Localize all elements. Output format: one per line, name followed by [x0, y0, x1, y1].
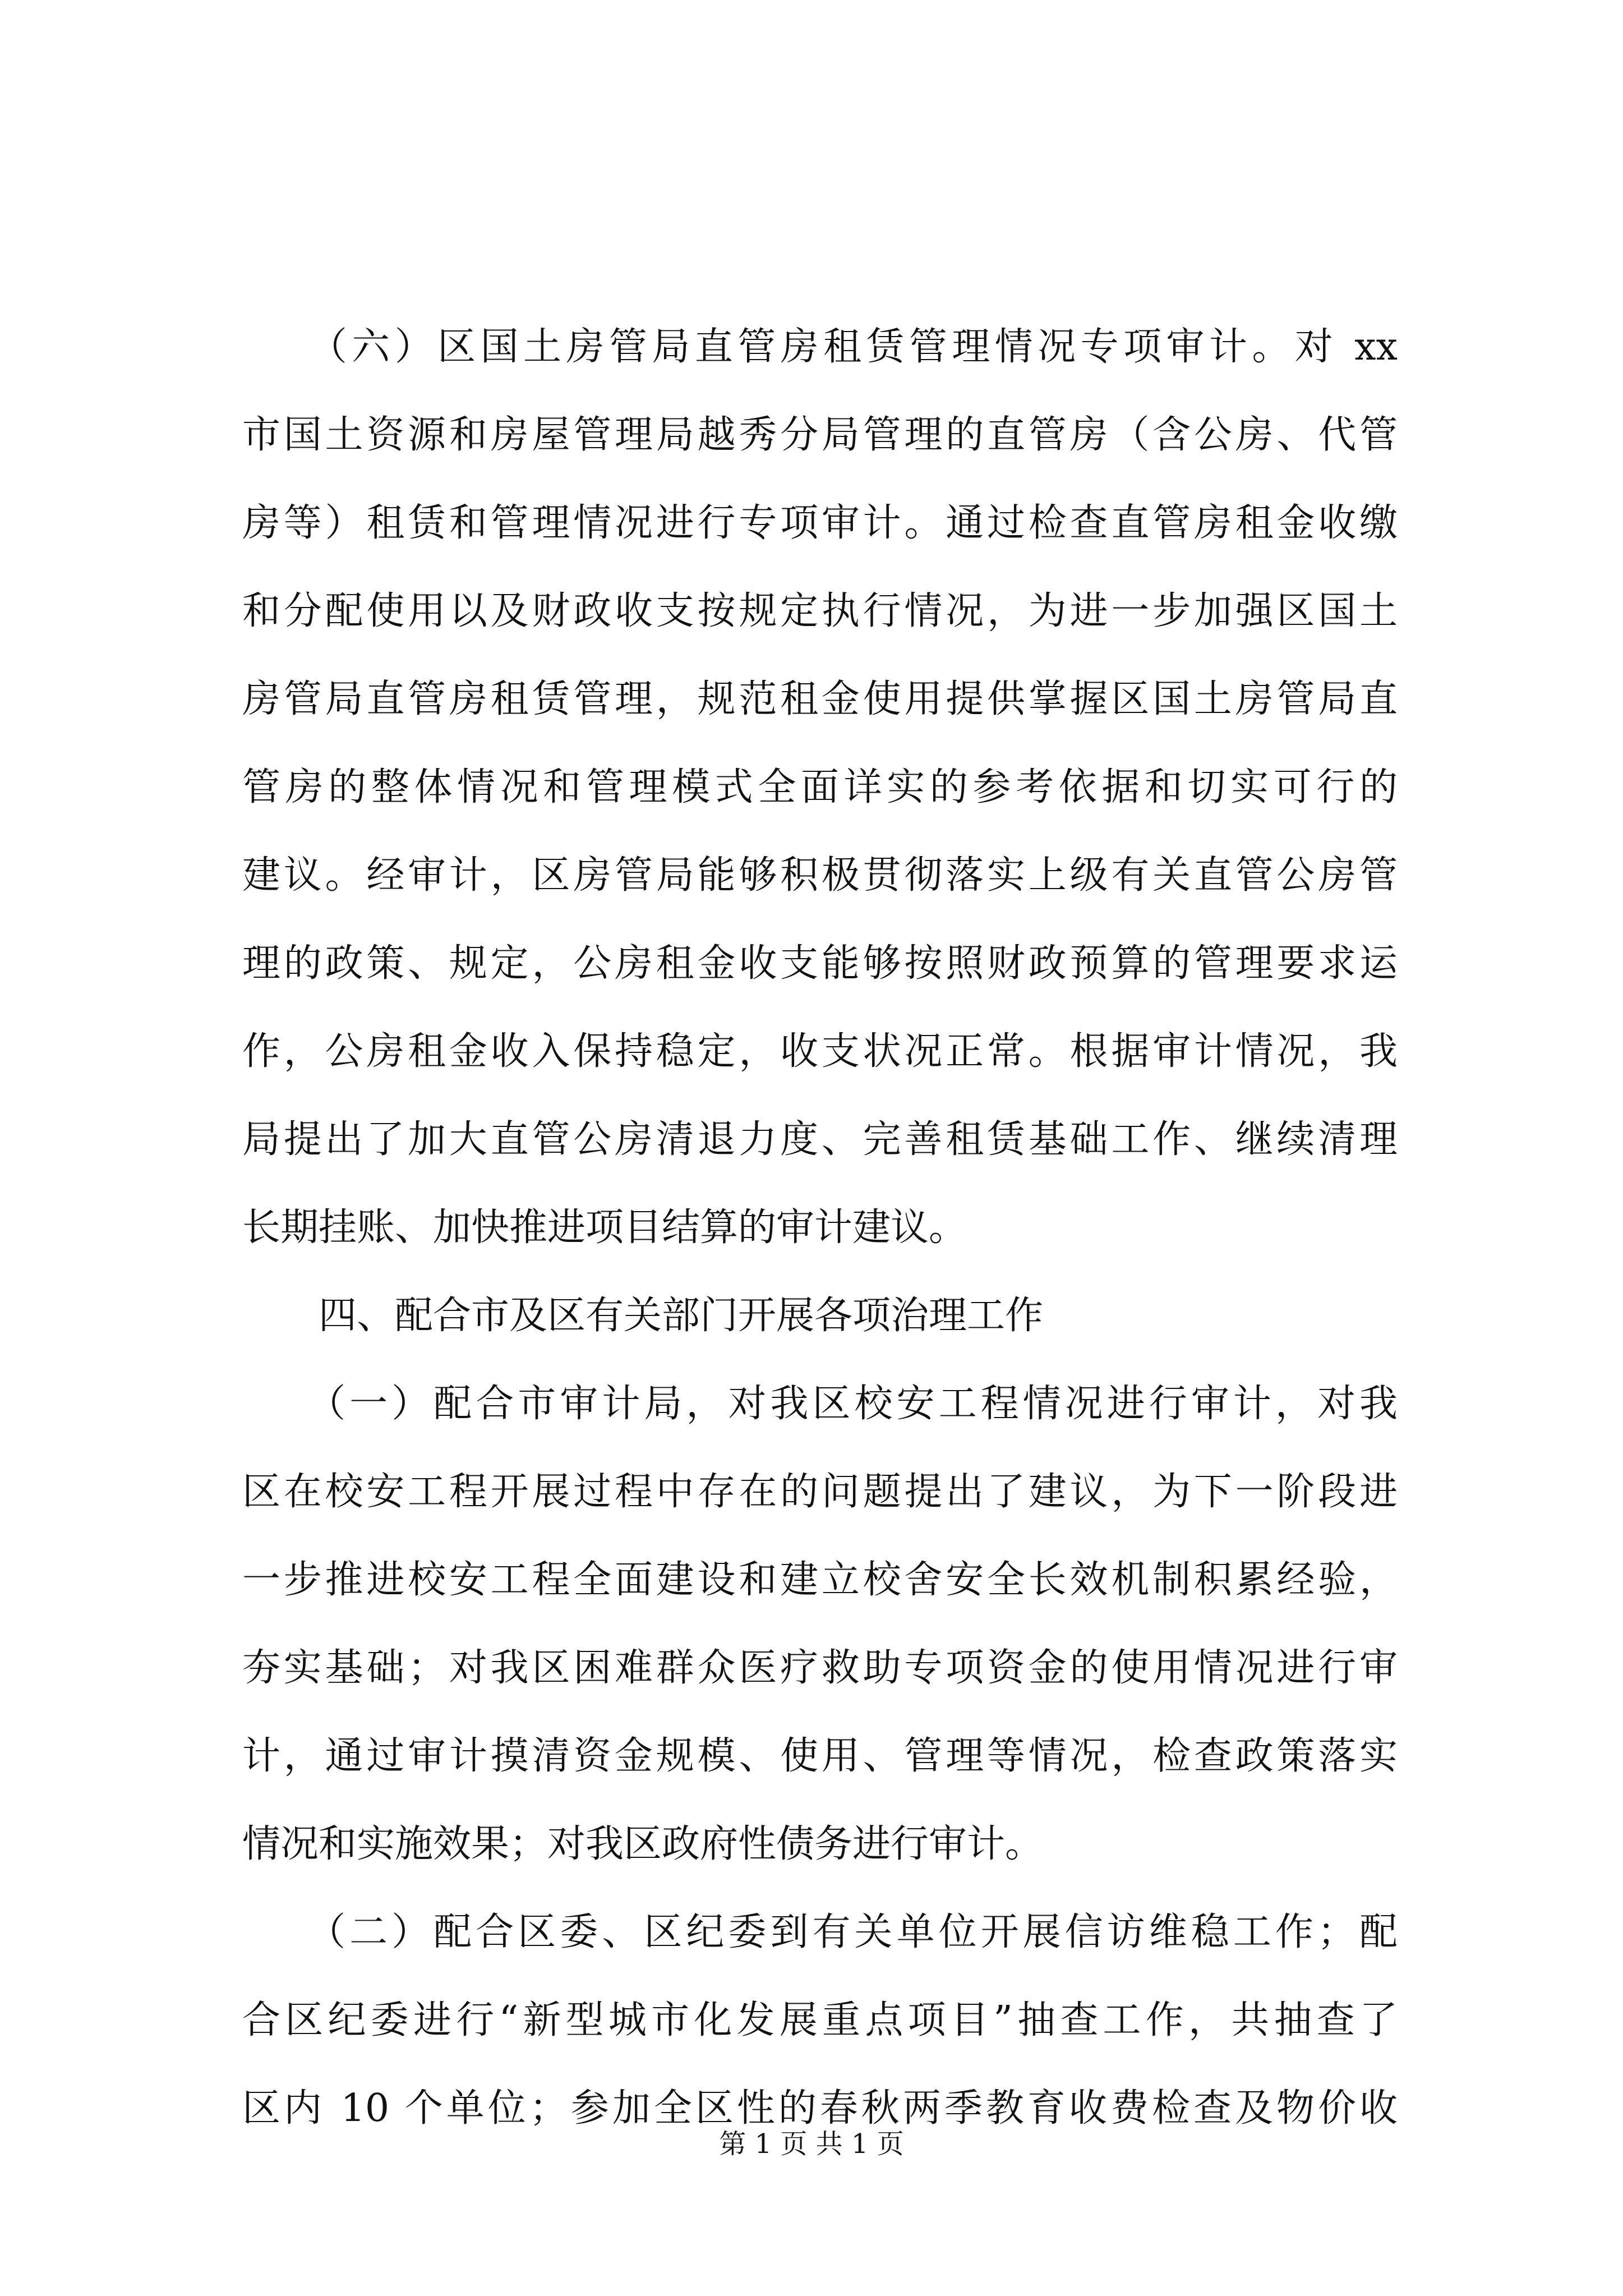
text-line: 合区纪委进行“新型城市化发展重点项目”抽查工作，共抽查了 — [242, 1998, 1398, 2042]
text-line: 夯实基础；对我区困难群众医疗救助专项资金的使用情况进行审 — [242, 1646, 1398, 1690]
text-line: 房管局直管房租赁管理，规范租金使用提供掌握区国土房管局直 — [242, 677, 1398, 721]
text-line: 局提出了加大直管公房清退力度、完善租赁基础工作、继续清理 — [242, 1117, 1398, 1162]
document-body — [242, 303, 1398, 2152]
text-line: 房等）租赁和管理情况进行专项审计。通过检查直管房租金收缴 — [242, 501, 1398, 545]
text-line: 区内 10 个单位；参加全区性的春秋两季教育收费检查及物价收 — [242, 2086, 1398, 2131]
text-line: （一）配合市审计局，对我区校安工程情况进行审计，对我 — [242, 1382, 1398, 1426]
text-line: 情况和实施效果；对我区政府性债务进行审计。 — [242, 1822, 1044, 1866]
page-number-footer: 第 1 页 共 1 页 — [719, 2128, 904, 2160]
text-line: 计，通过审计摸清资金规模、使用、管理等情况，检查政策落实 — [242, 1734, 1398, 1778]
text-line: （二）配合区委、区纪委到有关单位开展信访维稳工作；配 — [242, 1910, 1398, 1954]
text-line: 管房的整体情况和管理模式全面详实的参考依据和切实可行的 — [242, 765, 1398, 809]
text-line: 区在校安工程开展过程中存在的问题提出了建议，为下一阶段进 — [242, 1470, 1398, 1514]
text-line: 建议。经审计，区房管局能够积极贯彻落实上级有关直管公房管 — [242, 853, 1398, 898]
text-line: （六）区国土房管局直管房租赁管理情况专项审计。对 xx — [242, 325, 1398, 369]
text-line: 一步推进校安工程全面建设和建立校舍安全长效机制积累经验， — [242, 1558, 1398, 1602]
text-line: 市国土资源和房屋管理局越秀分局管理的直管房（含公房、代管 — [242, 413, 1398, 457]
text-line: 理的政策、规定，公房租金收支能够按照财政预算的管理要求运 — [242, 941, 1398, 986]
text-line: 和分配使用以及财政收支按规定执行情况，为进一步加强区国土 — [242, 589, 1398, 633]
section-heading: 四、配合市及区有关部门开展各项治理工作 — [242, 1294, 1044, 1338]
text-line: 长期挂账、加快推进项目结算的审计建议。 — [242, 1205, 967, 1250]
text-line: 作，公房租金收入保持稳定，收支状况正常。根据审计情况，我 — [242, 1029, 1398, 1074]
